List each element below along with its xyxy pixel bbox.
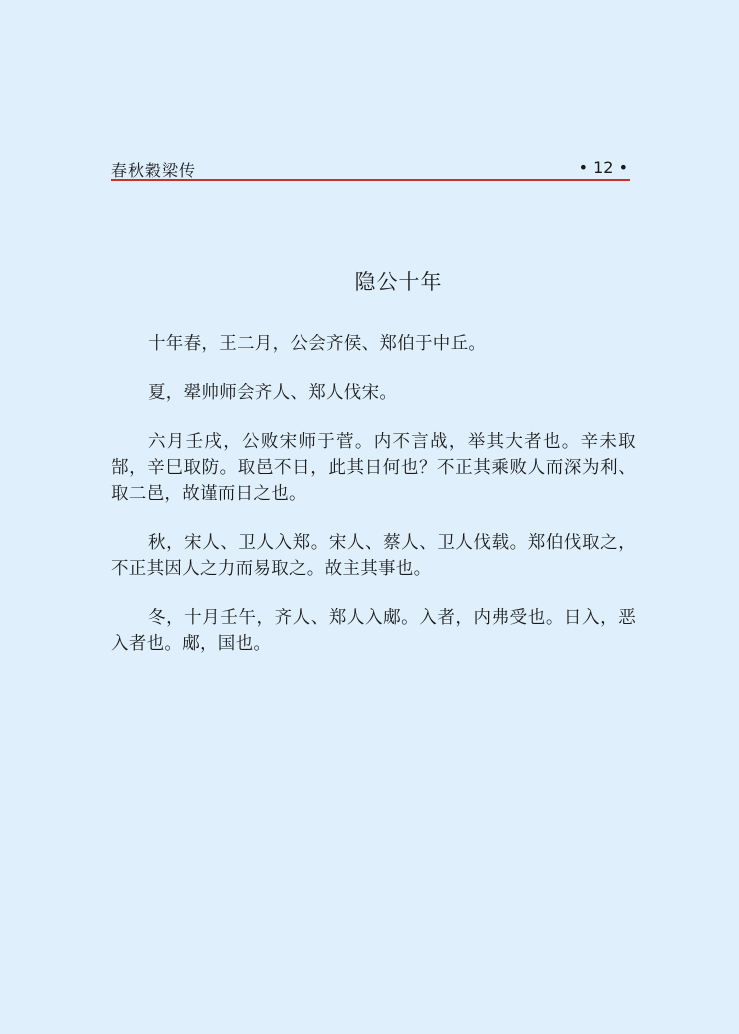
body-text [111,331,636,680]
page-number: • 12 • [578,158,628,177]
paragraph: 六月壬戌，公败宋师于菅。内不言战，举其大者也。辛未取郜，辛巳取防。取邑不日，此其日何也？不正其乘败人而深为利、取二邑，故谨而日之也。 [111,432,636,504]
paragraph: 冬，十月壬午，齐人、郑人入郕。入者，内弗受也。日入，恶入者也。郕，国也。 [111,608,636,654]
paragraph: 夏，翚帅师会齐人、郑人伐宋。 [148,383,398,403]
paragraph: 十年春，王二月，公会齐侯、郑伯于中丘。 [148,334,487,354]
chapter-title: 隐公十年 [354,270,443,294]
paragraph: 秋，宋人、卫人入郑。宋人、蔡人、卫人伐载。郑伯伐取之，不正其因人之力而易取之。故主其事也。 [111,533,636,579]
book-title: 春秋穀梁传 [111,161,197,180]
running-header [111,155,630,181]
